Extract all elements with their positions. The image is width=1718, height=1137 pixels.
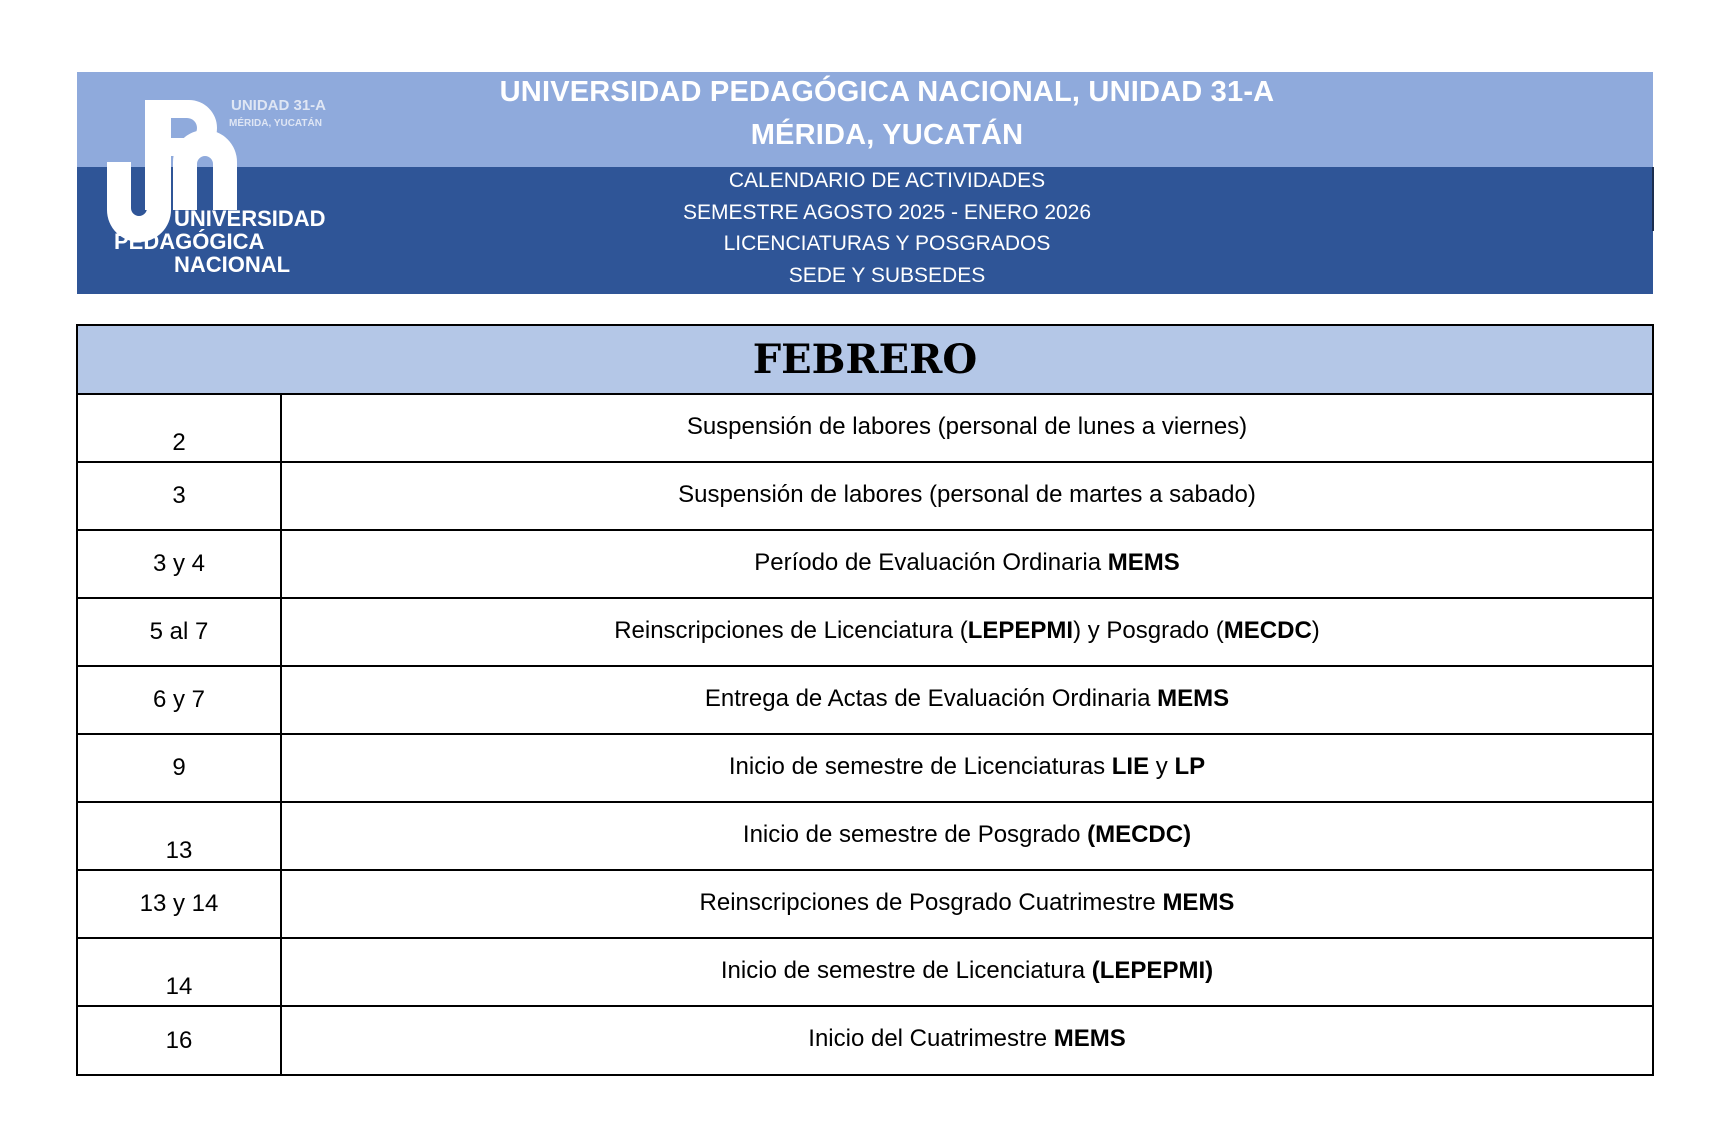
table-row — [78, 735, 1652, 803]
activity-program: MEMS — [1107, 549, 1180, 576]
calendar-table — [76, 324, 1654, 1076]
date-cell: 16 — [78, 1007, 282, 1074]
logo-word-universidad: UNIVERSIDAD — [174, 206, 326, 231]
activity-cell — [282, 463, 1652, 529]
header-subtitle-2: SEMESTRE AGOSTO 2025 - ENERO 2026 — [682, 201, 1092, 224]
activity-text: Reinscripciones de Licenciatura ( — [614, 617, 968, 644]
table-row — [78, 667, 1652, 735]
activity-text: Inicio del Cuatrimestre — [808, 1025, 1054, 1052]
header-subtitle-4: SEDE Y SUBSEDES — [788, 264, 986, 287]
activity-text: Suspensión de labores (personal de martes a sabado) — [678, 481, 1256, 508]
activity-cell — [282, 395, 1652, 461]
activity-cell — [282, 803, 1652, 869]
date-cell: 13 y 14 — [78, 871, 282, 937]
activity-program: LEPEPMI — [967, 617, 1074, 644]
activity-program: (LEPEPMI) — [1091, 957, 1214, 984]
month-title: FEBRERO — [78, 326, 1652, 395]
activity-cell — [282, 531, 1652, 597]
logo-city-text: MÉRIDA, YUCATÁN — [229, 118, 322, 129]
date-cell: 2 — [78, 395, 282, 461]
logo-unit-text: UNIDAD 31-A — [231, 97, 327, 114]
activity-text: ) — [1311, 617, 1320, 644]
table-row — [78, 939, 1652, 1007]
activity-cell — [282, 1007, 1652, 1074]
header-title-city: MÉRIDA, YUCATÁN — [750, 119, 1024, 151]
date-cell: 9 — [78, 735, 282, 801]
activity-text: Suspensión de labores (personal de lunes a viernes) — [686, 413, 1248, 440]
table-row — [78, 803, 1652, 871]
activity-program: MEMS — [1157, 685, 1230, 712]
activity-text: ) y Posgrado ( — [1073, 617, 1224, 644]
logo-word-pedagogica: PEDAGÓGICA — [114, 229, 265, 254]
activity-cell — [282, 871, 1652, 937]
activity-text: Inicio de semestre de Posgrado — [742, 821, 1088, 848]
date-cell: 3 y 4 — [78, 531, 282, 597]
activity-text: Reinscripciones de Posgrado Cuatrimestre — [699, 889, 1163, 916]
header-subtitle-3: LICENCIATURAS Y POSGRADOS — [723, 232, 1051, 255]
activity-program: (MECDC) — [1087, 821, 1192, 848]
activity-text: y — [1149, 753, 1175, 780]
date-cell: 13 — [78, 803, 282, 869]
activity-cell — [282, 599, 1652, 665]
activity-cell — [282, 735, 1652, 801]
activity-program: LIE — [1111, 753, 1150, 780]
date-cell: 6 y 7 — [78, 667, 282, 733]
header-banner-edge — [1652, 167, 1654, 231]
header-subtitle-1: CALENDARIO DE ACTIVIDADES — [728, 169, 1046, 192]
activity-text: Período de Evaluación Ordinaria — [754, 549, 1108, 576]
header-banner — [77, 72, 1653, 294]
activity-text: Entrega de Actas de Evaluación Ordinaria — [704, 685, 1158, 712]
activity-cell — [282, 939, 1652, 1005]
date-cell: 14 — [78, 939, 282, 1005]
date-cell: 3 — [78, 463, 282, 529]
table-row — [78, 871, 1652, 939]
table-row — [78, 1007, 1652, 1074]
activity-program: LP — [1174, 753, 1206, 780]
activity-cell — [282, 667, 1652, 733]
table-row — [78, 599, 1652, 667]
activity-text: Inicio de semestre de Licenciaturas — [728, 753, 1112, 780]
table-row — [78, 531, 1652, 599]
table-row — [78, 463, 1652, 531]
table-row — [78, 395, 1652, 463]
activity-program: MEMS — [1053, 1025, 1126, 1052]
activity-program: MECDC — [1223, 617, 1312, 644]
header-title-university: UNIVERSIDAD PEDAGÓGICA NACIONAL, UNIDAD 31-A — [499, 76, 1275, 108]
date-cell: 5 al 7 — [78, 599, 282, 665]
logo-word-nacional: NACIONAL — [174, 252, 291, 277]
activity-program: MEMS — [1162, 889, 1235, 916]
activity-text: Inicio de semestre de Licenciatura — [720, 957, 1092, 984]
